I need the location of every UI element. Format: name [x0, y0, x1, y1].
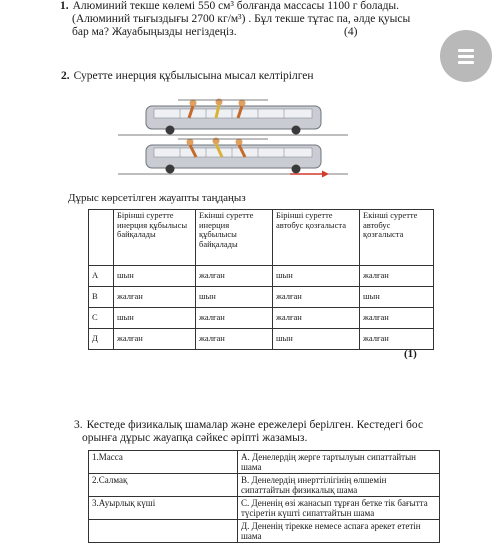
- table-cell: шын: [196, 287, 273, 308]
- table-row: [89, 266, 434, 287]
- question-1-line-3: бар ма? Жауабыңызды негіздеңіз.: [72, 26, 237, 38]
- table-cell: жалған: [360, 308, 434, 329]
- bus-inertia-illustration: [118, 90, 348, 182]
- table-row: [89, 308, 434, 329]
- table-cell: шын: [273, 266, 360, 287]
- table-row: [89, 520, 440, 543]
- question-1-number: 1.: [60, 0, 69, 12]
- table-row: [89, 329, 434, 350]
- table-row: [89, 474, 440, 497]
- table-row: [89, 497, 440, 520]
- table-cell: жалған: [273, 287, 360, 308]
- quantity-cell: 2.Салмақ: [89, 474, 238, 497]
- second-bus-picture: [118, 138, 348, 178]
- table-header-row: [89, 210, 434, 266]
- question-2-instruction: Дұрыс көрсетілген жауапты таңдаңыз: [68, 192, 246, 204]
- question-2-number: 2.: [61, 70, 70, 82]
- table-row: [89, 451, 440, 474]
- question-2-points: (1): [404, 348, 417, 360]
- question-3-number: 3.: [74, 419, 83, 431]
- table-cell: шын: [273, 329, 360, 350]
- question-1-points: (4): [344, 26, 358, 38]
- table-header-cell: Бірінші суретте автобус қозғалыста: [273, 210, 360, 266]
- table-row: [89, 287, 434, 308]
- definition-cell: Д. Дененің тірекке немесе аспаға әрекет ететін шама: [238, 520, 440, 543]
- table-cell: жалған: [196, 308, 273, 329]
- option-letter: Д: [89, 329, 114, 350]
- table-cell: жалған: [196, 329, 273, 350]
- definition-cell: А. Денелердің жерге тартылуын сипаттайтын шама: [238, 451, 440, 474]
- option-letter: А: [89, 266, 114, 287]
- table-cell: шын: [360, 287, 434, 308]
- table-cell: жалған: [114, 329, 196, 350]
- table-header-cell: Бірінші суретте инерция құбылысы байқалады: [114, 210, 196, 266]
- question-2-title: 2. Суретте инерция құбылысына мысал келтірілген: [61, 70, 314, 82]
- table-header-cell: Екінші суретте инерция құбылысы байқалады: [196, 210, 273, 266]
- question-1-line-2: (Алюминий тығыздығы 2700 кг/м³) . Бұл текше тұтас па, әлде қуысы: [72, 13, 411, 25]
- table-cell: жалған: [114, 287, 196, 308]
- definition-cell: В. Денелердің инерттілігінің өлшемін сипаттайтын физикалық шама: [238, 474, 440, 497]
- table-cell: жалған: [273, 308, 360, 329]
- table-cell: жалған: [196, 266, 273, 287]
- table-cell: шын: [114, 308, 196, 329]
- answer-table: [88, 209, 434, 350]
- table-cell: шын: [114, 266, 196, 287]
- option-letter: В: [89, 287, 114, 308]
- quantity-cell: 1.Масса: [89, 451, 238, 474]
- table-cell: жалған: [360, 329, 434, 350]
- quantity-cell: [89, 520, 238, 543]
- definition-cell: С. Дененің өзі жанасып тұрған бетке тік бағытта түсіретін күшті сипаттайтын шама: [238, 497, 440, 520]
- question-3-line-2: орынға дұрыс жауапқа сәйкес әріпті жазамыз.: [82, 432, 308, 444]
- motion-arrow-icon: [322, 171, 329, 178]
- question-3: [74, 419, 444, 445]
- question-3-line-1: 3. Кестеде физикалық шамалар және ережелері берілген. Кестедегі бос: [74, 419, 424, 431]
- table-cell: жалған: [360, 266, 434, 287]
- table-header-cell: [89, 210, 114, 266]
- quantity-cell: 3.Ауырлық күші: [89, 497, 238, 520]
- option-letter: С: [89, 308, 114, 329]
- question-1-line-1: 1. Алюминий текше көлемі 550 см³ болғанда массасы 1100 г болады.: [60, 0, 400, 12]
- first-bus-picture: [118, 99, 348, 136]
- matching-table: [88, 450, 440, 543]
- question-1: [60, 0, 420, 39]
- table-header-cell: Екінші суретте автобус қозғалыста: [360, 210, 434, 266]
- menu-button[interactable]: [440, 30, 492, 82]
